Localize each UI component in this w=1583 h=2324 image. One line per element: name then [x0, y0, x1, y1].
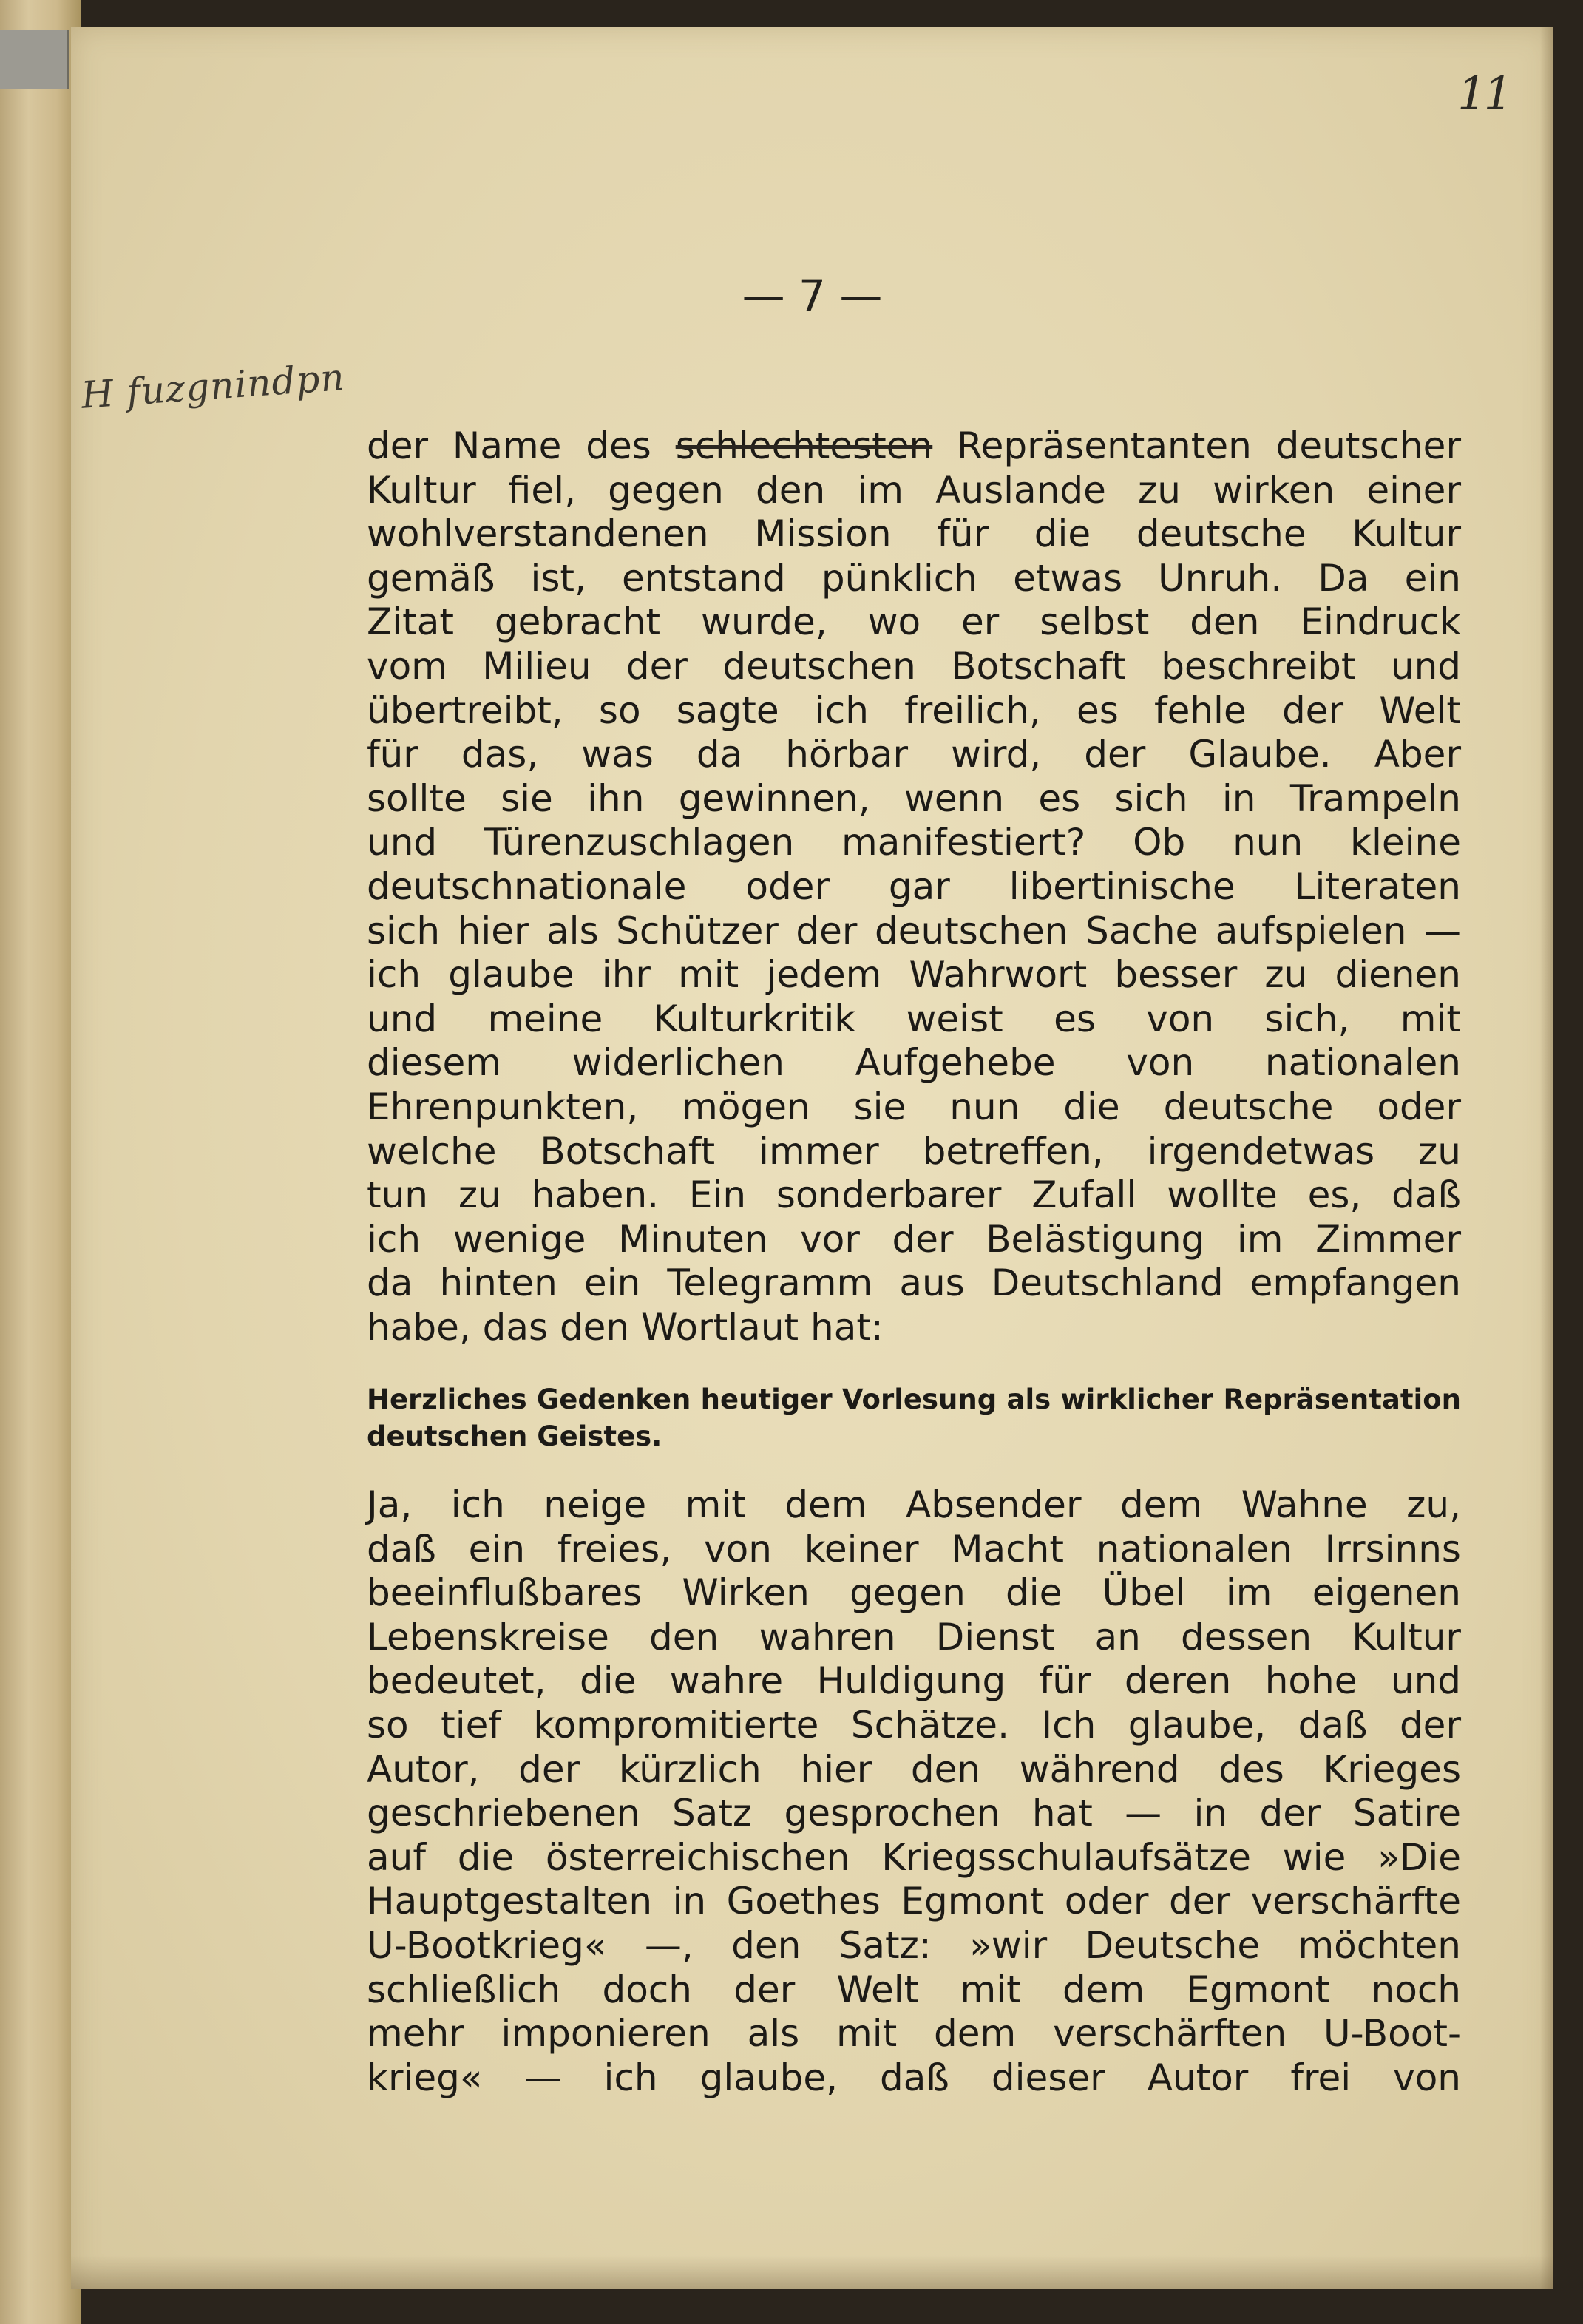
text-line: gemäß ist, entstand pünklich etwas Unruh. Da ein — [367, 556, 1461, 600]
text-line: Hauptgestalten in Goethes Egmont oder der verschärfte — [367, 1880, 1461, 1923]
text-line: habe, das den Wortlaut hat: — [367, 1305, 884, 1349]
text-line: schließlich doch der Welt mit dem Egmont noch — [367, 1968, 1461, 2011]
text-line: Kultur fiel, gegen den im Auslande zu wirken einer — [367, 468, 1461, 512]
text-line: welche Botschaft immer betreffen, irgendetwas zu — [367, 1129, 1461, 1173]
text-line: Ehrenpunkten, mögen sie nun die deutsche oder — [367, 1085, 1461, 1128]
text-line: deutschnationale oder gar libertinische Literaten — [367, 864, 1461, 908]
text-line: und meine Kulturkritik weist es von sich, mit — [367, 997, 1461, 1040]
text-line: und Türenzuschlagen manifestiert? Ob nun kleine — [367, 821, 1461, 864]
page-edge-shadow — [1540, 27, 1553, 2289]
text-line: da hinten ein Telegramm aus Deutschland empfangen — [367, 1261, 1461, 1305]
paragraph-1 — [367, 424, 1461, 1349]
text-line: bedeutet, die wahre Huldigung für deren hohe und — [367, 1659, 1461, 1703]
text-segment: der Name des — [367, 424, 676, 467]
text-line: Zitat gebracht wurde, wo er selbst den Eindruck — [367, 600, 1461, 644]
text-line: ich glaube ihr mit jedem Wahrwort besser zu dienen — [367, 953, 1461, 997]
text-segment: Repräsentanten deutscher — [932, 424, 1461, 467]
text-line: tun zu haben. Ein sonderbarer Zufall wollte es, daß — [367, 1173, 1461, 1217]
text-line — [367, 424, 1461, 469]
telegram-line: deutschen Geistes. — [367, 1420, 662, 1452]
struck-word: schlechtesten — [675, 424, 933, 467]
text-line: übertreibt, so sagte ich freilich, es fehle der Welt — [367, 688, 1461, 732]
text-line: mehr imponieren als mit dem verschärften U-Boot- — [367, 2012, 1461, 2056]
text-line: Lebenskreise den wahren Dienst an dessen Kultur — [367, 1615, 1461, 1659]
page-number: — 7 — — [742, 271, 883, 321]
text-line: so tief kompromitierte Schätze. Ich glaube, daß der — [367, 1703, 1461, 1747]
handwritten-margin-note: H fuzgnindpn — [80, 356, 347, 417]
text-line: sollte sie ihn gewinnen, wenn es sich in Trampeln — [367, 776, 1461, 820]
text-line: sich hier als Schützer der deutschen Sache aufspielen — — [367, 909, 1461, 952]
text-line: daß ein freies, von keiner Macht nationalen Irrsinns — [367, 1527, 1461, 1571]
text-line: Autor, der kürzlich hier den während des Krieges — [367, 1747, 1461, 1791]
folio-number: 11 — [1457, 67, 1510, 121]
text-line: diesem widerlichen Aufgehebe von nationalen — [367, 1041, 1461, 1085]
book-spine-edge — [0, 0, 81, 2324]
telegram-quote — [367, 1381, 1461, 1455]
book-page — [71, 27, 1553, 2289]
paragraph-2 — [367, 1483, 1461, 2100]
telegram-line: Herzliches Gedenken heutiger Vorlesung als wirklicher Repräsentation — [367, 1383, 1461, 1415]
text-line: wohlverstandenen Mission für die deutsche Kultur — [367, 512, 1461, 556]
text-line: für das, was da hörbar wird, der Glaube. Aber — [367, 733, 1461, 776]
page-bottom-shadow — [71, 2255, 1553, 2289]
text-line: Ja, ich neige mit dem Absender dem Wahne zu, — [367, 1483, 1461, 1526]
text-line: auf die österreichischen Kriegsschulaufsätze wie »Die — [367, 1835, 1461, 1879]
text-line: U-Bootkrieg« —, den Satz: »wir Deutsche möchten — [367, 1923, 1461, 1967]
binding-tab — [0, 30, 69, 89]
text-line: beeinflußbares Wirken gegen die Übel im eigenen — [367, 1571, 1461, 1615]
text-line: ich wenige Minuten vor der Belästigung im Zimmer — [367, 1217, 1461, 1261]
text-line: geschriebenen Satz gesprochen hat — in der Satire — [367, 1792, 1461, 1835]
text-line: krieg« — ich glaube, daß dieser Autor frei von — [367, 2056, 1461, 2099]
text-line: vom Milieu der deutschen Botschaft beschreibt und — [367, 644, 1461, 688]
